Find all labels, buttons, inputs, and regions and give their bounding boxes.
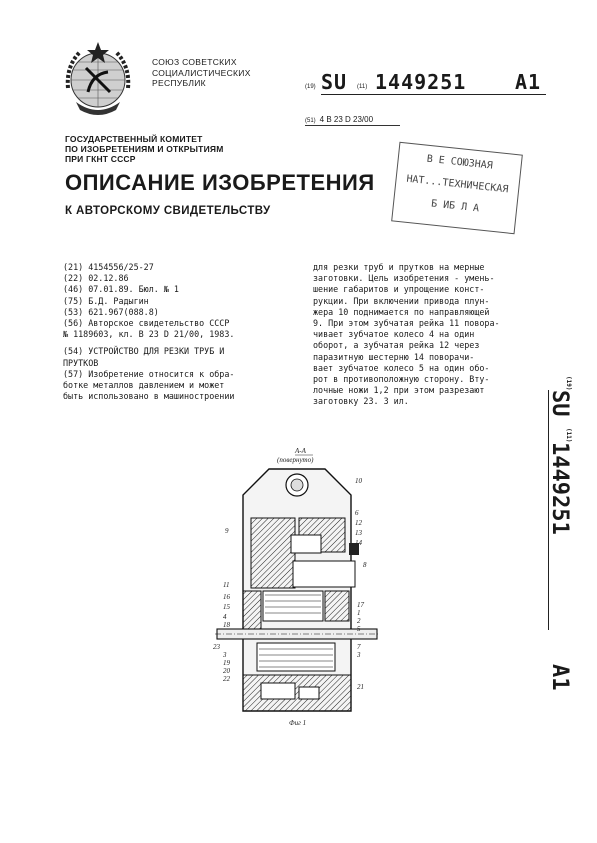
stamp-line: НАТ...ТЕХНИЧЕСКАЯ <box>405 173 509 196</box>
patent-number: 1449251 <box>375 70 467 94</box>
committee-line: ГОСУДАРСТВЕННЫЙ КОМИТЕТ <box>65 134 203 144</box>
org-line: СОЮЗ СОВЕТСКИХ <box>152 57 237 67</box>
abstract-text <box>313 262 538 408</box>
figure-1 <box>213 443 381 743</box>
inid-code-51: (51) <box>305 118 316 124</box>
side-code-11: (11) <box>565 428 572 443</box>
biblio-line: ботке металлов давлением и может <box>63 380 225 391</box>
biblio-line: ПРУТКОВ <box>63 357 99 368</box>
biblio-line: (56) Авторское свидетельство СССР <box>63 318 230 329</box>
side-kind: A1 <box>547 664 572 691</box>
callout: 5 <box>357 625 361 633</box>
callout: 19 <box>223 659 230 667</box>
abstract-line: оборот, а зубчатая рейка 12 через <box>313 340 480 351</box>
stamp-line: Б ИБ Л А <box>430 198 480 215</box>
ipc-classification <box>305 115 400 126</box>
biblio-line: (57) Изобретение относится к обра- <box>63 368 235 379</box>
org-line: СОЦИАЛИСТИЧЕСКИХ <box>152 67 251 78</box>
document-subtitle: К АВТОРСКОМУ СВИДЕТЕЛЬСТВУ <box>65 205 271 217</box>
section-note: (повернуто) <box>277 456 314 464</box>
side-rule <box>548 390 549 630</box>
org-line: РЕСПУБЛИК <box>152 78 206 88</box>
committee-line: ПРИ ГКНТ СССР <box>65 154 136 164</box>
abstract-line: рот в противоположную сторону. Вту- <box>313 374 490 385</box>
vertical-patent-number <box>548 376 572 706</box>
committee-name <box>65 134 223 164</box>
side-code-19: (19) <box>565 376 572 391</box>
callout: 13 <box>355 529 362 537</box>
side-country: SU <box>547 390 572 417</box>
abstract-line: вает зубчатое колесо 5 на один обо- <box>313 362 490 373</box>
biblio-line: быть использовано в машиностроении <box>63 391 235 402</box>
committee-line: ПО ИЗОБРЕТЕНИЯМ И ОТКРЫТИЯМ <box>65 144 224 154</box>
callout: 15 <box>223 603 230 611</box>
bibliographic-data <box>63 262 293 402</box>
biblio-line: (53) 621.967(088.8) <box>63 306 159 317</box>
inid-code-19: (19) <box>305 84 316 90</box>
ipc-value: 4 B 23 D 23/00 <box>319 115 374 124</box>
callout: 3 <box>223 651 227 659</box>
abstract-line: жера 10 поднимается по направляющей <box>313 306 490 317</box>
callout: 21 <box>357 683 364 691</box>
kind-code: A1 <box>515 70 542 94</box>
document-title: ОПИСАНИЕ ИЗОБРЕТЕНИЯ <box>65 170 375 195</box>
org-name <box>152 57 251 89</box>
callout: 18 <box>223 621 230 629</box>
callout: 22 <box>223 675 230 683</box>
callout: 14 <box>355 539 362 547</box>
inid-code-11: (11) <box>357 84 368 90</box>
biblio-line: (21) 4154556/25-27 <box>63 262 154 272</box>
biblio-line: (75) Б.Д. Радыгин <box>63 295 149 306</box>
country-code: SU <box>321 70 348 94</box>
callout: 11 <box>223 581 230 589</box>
callout: 12 <box>355 519 362 527</box>
stamp-line: В Е СОЮЗНАЯ <box>426 153 494 172</box>
callout: 3 <box>357 651 361 659</box>
abstract-line: заготовки. Цель изобретения - умень- <box>313 273 495 284</box>
abstract-line: 9. При этом зубчатая рейка 11 повора- <box>313 318 500 329</box>
callout: 2 <box>357 617 361 625</box>
biblio-line: (22) 02.12.86 <box>63 273 129 284</box>
callout: 9 <box>225 527 229 535</box>
figure-caption: Фиг 1 <box>289 719 307 727</box>
patent-underline <box>321 94 546 95</box>
callout: 1 <box>357 609 361 617</box>
side-number: 1449251 <box>547 442 572 535</box>
callout: 6 <box>355 509 359 517</box>
patent-number-block <box>305 70 555 92</box>
callout: 16 <box>223 593 230 601</box>
abstract-line: паразитную шестерню 14 поворачи- <box>313 351 475 362</box>
callout: 23 <box>213 643 220 651</box>
abstract-line: чивает зубчатое колесо 4 на один <box>313 329 475 340</box>
callout: 20 <box>223 667 230 675</box>
abstract-line: лочные ножи 1,2 при этом разрезают <box>313 385 485 396</box>
biblio-line: (54) УСТРОЙСТВО ДЛЯ РЕЗКИ ТРУБ И <box>63 346 225 357</box>
abstract-line: для резки труб и прутков на мерные <box>313 262 485 272</box>
section-label: А-А <box>295 447 306 455</box>
abstract-line: заготовку 23. 3 ил. <box>313 396 409 407</box>
ipc-underline <box>305 125 400 126</box>
ussr-emblem <box>58 38 138 118</box>
biblio-line: (46) 07.01.89. Бюл. № 1 <box>63 284 179 295</box>
callout: 8 <box>363 561 367 569</box>
callout: 4 <box>223 613 227 621</box>
abstract-line: рукции. При включении привода плун- <box>313 295 490 306</box>
callout: 17 <box>357 601 364 609</box>
biblio-line: № 1189603, кл. B 23 D 21/00, 1983. <box>63 329 235 340</box>
callout: 7 <box>357 643 361 651</box>
abstract-line: шение габаритов и упрощение конст- <box>313 284 485 295</box>
callout: 10 <box>355 477 362 485</box>
library-stamp <box>391 142 523 235</box>
